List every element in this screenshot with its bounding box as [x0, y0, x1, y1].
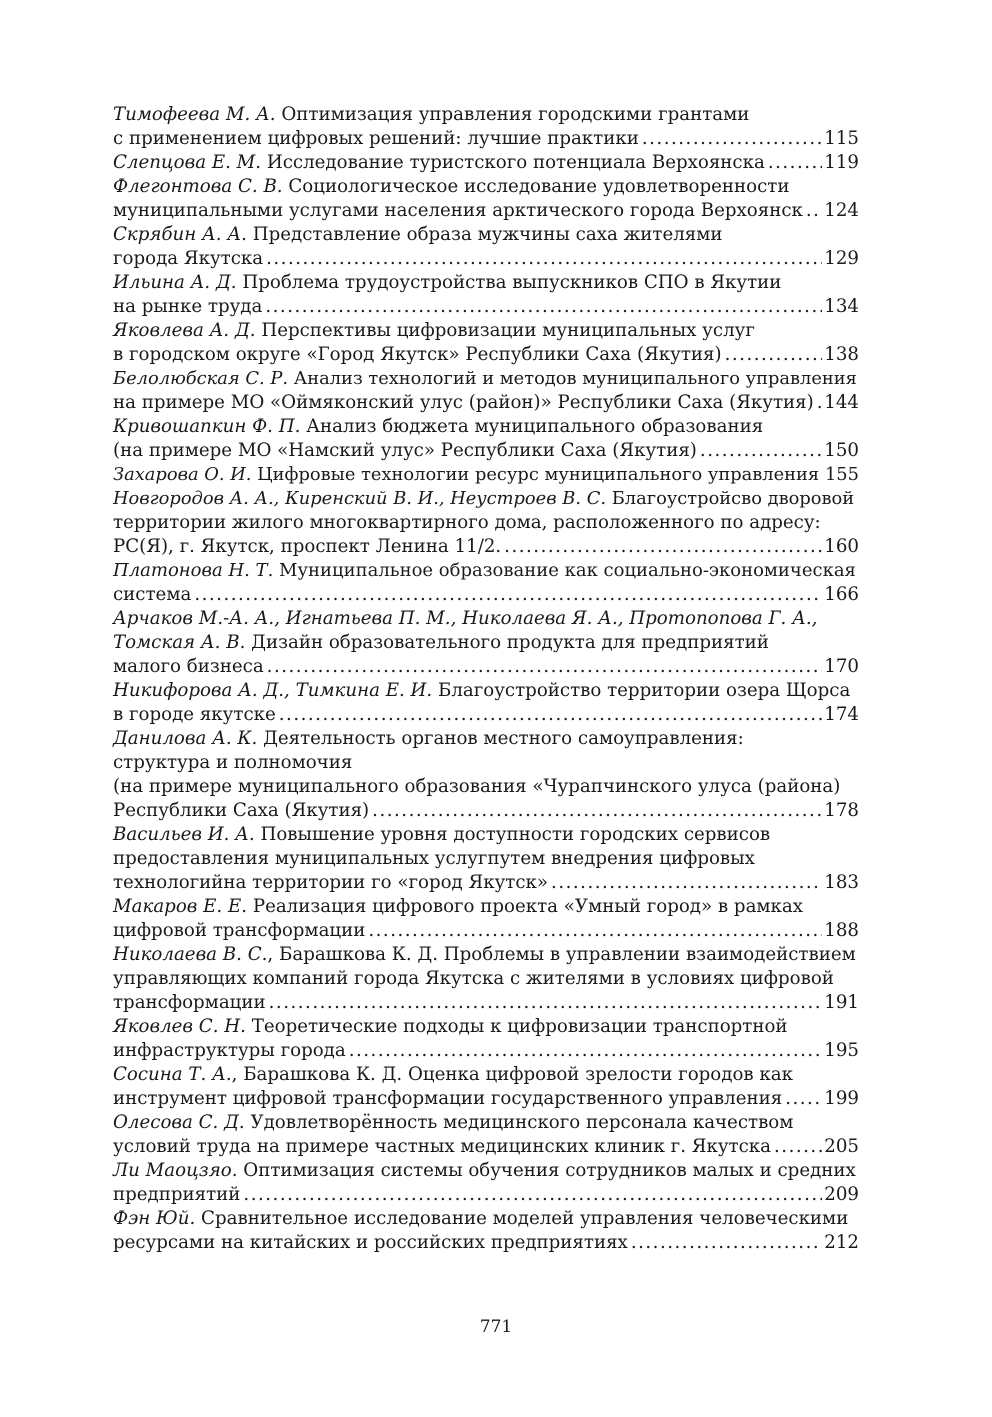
toc-entry-line: [113, 295, 859, 319]
toc-entry-line: [113, 1063, 859, 1087]
toc-entry-page: 199: [824, 1088, 859, 1109]
toc-entry-line: [113, 103, 859, 127]
toc-entry-line: [113, 415, 859, 439]
dot-leader: [504, 535, 822, 559]
dot-leader: [806, 199, 822, 223]
toc-entry-authors: Олесова С. Д.: [113, 1112, 245, 1133]
toc-entry-line: [113, 1111, 859, 1135]
toc-entry: [113, 1159, 859, 1207]
toc-entry-title: предприятий: [113, 1184, 241, 1205]
toc-entry-title: Оптимизация управления городскими грантами: [281, 104, 750, 125]
toc-entry-page: 155: [824, 464, 859, 485]
toc-entry: [113, 151, 859, 175]
toc-entry-page: 191: [824, 992, 859, 1013]
toc-entry-authors: Платонова Н. Т.: [113, 560, 274, 581]
toc-entry-page: 134: [824, 296, 859, 317]
toc-entry-line: [113, 223, 859, 247]
toc-entry-title: Исследование туристского потенциала Верхоянска: [266, 152, 765, 173]
dot-leader: [194, 583, 822, 607]
toc-entry-title: в городе якутске: [113, 704, 276, 725]
dot-leader: [822, 463, 823, 487]
toc-entry-title: (на примере муниципального образования «Чурапчинского улуса (района): [113, 776, 841, 797]
toc-entry-authors: Никифорова А. Д., Тимкина Е. И.: [113, 680, 433, 701]
toc-entry-authors: Скрябин А. А.: [113, 224, 247, 245]
toc-entry-title: условий труда на примере частных медицинских клиник г. Якутска: [113, 1136, 771, 1157]
toc-entry: [113, 895, 859, 943]
toc-entry-title: инструмент цифровой трансформации государственного управления: [113, 1088, 783, 1109]
toc-entry-coauthors: , Барашкова К. Д.: [267, 944, 438, 965]
toc-entry-line: [113, 727, 859, 751]
dot-leader: [349, 1039, 823, 1063]
toc-entry-title: Удовлетворённость медицинского персонала качеством: [250, 1112, 794, 1133]
toc-entry: [113, 607, 859, 679]
toc-entry-authors: Арчаков М.-А. А., Игнатьева П. М., Николаева Я. А., Протопопова Г. А.,: [113, 608, 818, 629]
toc-entry-page: 188: [824, 920, 859, 941]
toc-entry-title: Оптимизация системы обучения сотрудников малых и средних: [243, 1160, 856, 1181]
toc-entry-authors: Слепцова Е. М.: [113, 152, 262, 173]
toc-entry-authors: Тимофеева М. А.: [113, 104, 276, 125]
toc-entry-title: Проблемы в управлении взаимодействием: [443, 944, 856, 965]
toc-entry-title: Повышение уровня доступности городских сервисов: [260, 824, 771, 845]
toc-entry-line: [113, 703, 859, 727]
toc-entry: [113, 727, 859, 823]
toc-entry: [113, 679, 859, 727]
toc-entry-title: Муниципальное образование как социально-экономическая: [279, 560, 856, 581]
toc-entry-title: цифровой трансформации: [113, 920, 366, 941]
toc-entry-title: технологийна территории го «город Якутск»: [113, 872, 549, 893]
toc-entry-title: в городском округе «Город Якутск» Республики Саха (Якутия): [113, 344, 722, 365]
toc-entry-page: 170: [824, 656, 859, 677]
toc-entry-title: города Якутска: [113, 248, 264, 269]
toc-entry-title: Социологическое исследование удовлетворенности: [288, 176, 790, 197]
toc-entry: [113, 487, 859, 559]
toc-entry-authors: Флегонтова С. В.: [113, 176, 283, 197]
table-of-contents: [113, 103, 859, 1255]
toc-entry-line: [113, 607, 859, 631]
toc-entry-line: [113, 679, 859, 703]
toc-entry-page: 124: [824, 200, 859, 221]
dot-leader: [265, 295, 822, 319]
toc-entry-line: [113, 775, 859, 799]
dot-leader: [279, 703, 823, 727]
toc-entry-title: (на примере МО «Намский улус» Республики Саха (Якутия): [113, 440, 697, 461]
toc-entry-line: [113, 271, 859, 295]
toc-entry-page: 183: [824, 872, 859, 893]
toc-entry-line: [113, 847, 859, 871]
toc-entry-title: предоставления муниципальных услугпутем внедрения цифровых: [113, 848, 755, 869]
toc-entry-title: ресурсами на китайских и российских предприятиях: [113, 1232, 628, 1253]
toc-entry-page: 119: [824, 152, 859, 173]
toc-entry: [113, 175, 859, 223]
toc-entry: [113, 559, 859, 607]
toc-entry: [113, 415, 859, 463]
dot-leader: [700, 439, 822, 463]
toc-entry-authors: Фэн Юй.: [113, 1208, 196, 1229]
toc-entry-line: [113, 127, 859, 151]
toc-entry-authors: Томская А. В.: [113, 632, 246, 653]
toc-entry: [113, 1063, 859, 1111]
dot-leader: [642, 127, 822, 151]
dot-leader: [243, 1183, 822, 1207]
toc-entry-line: [113, 175, 859, 199]
toc-entry-page: 160: [824, 536, 859, 557]
dot-leader: [372, 799, 822, 823]
toc-entry-line: [113, 1183, 859, 1207]
toc-entry-title: с применением цифровых решений: лучшие практики: [113, 128, 639, 149]
toc-entry-page: 195: [824, 1040, 859, 1061]
toc-entry-line: [113, 247, 859, 271]
toc-entry-title: Сравнительное исследование моделей управления человеческими: [201, 1208, 849, 1229]
toc-entry-line: [113, 511, 859, 535]
toc-entry-title: муниципальными услугами населения арктического города Верхоянск: [113, 200, 803, 221]
toc-entry-line: [113, 199, 859, 223]
toc-entry-page: 166: [824, 584, 859, 605]
toc-entry-authors: Белолюбская С. Р.: [113, 368, 289, 389]
toc-entry-line: [113, 463, 859, 487]
toc-entry-title: Теоретические подходы к цифровизации транспортной: [251, 1016, 788, 1037]
dot-leader: [631, 1231, 822, 1255]
toc-entry-line: [113, 559, 859, 583]
toc-entry-page: 144: [824, 392, 859, 413]
toc-entry-title: Перспективы цифровизации муниципальных услуг: [261, 320, 755, 341]
toc-entry-line: [113, 655, 859, 679]
dot-leader: [551, 871, 822, 895]
dot-leader: [785, 1087, 822, 1111]
toc-entry-line: [113, 487, 859, 511]
toc-entry-page: 138: [824, 344, 859, 365]
dot-leader: [774, 1135, 822, 1159]
dot-leader: [269, 991, 823, 1015]
toc-entry-authors: Яковлев С. Н.: [113, 1016, 246, 1037]
toc-entry-title: РС(Я), г. Якутск, проспект Ленина 11/2.: [113, 536, 502, 557]
toc-entry-authors: Данилова А. К.: [113, 728, 258, 749]
toc-entry-authors: Новгородов А. А., Киренский В. И., Неустроев В. С.: [113, 488, 607, 509]
toc-entry-authors: Захарова О. И.: [113, 464, 252, 485]
toc-entry-line: [113, 967, 859, 991]
toc-entry-title: инфраструктуры города: [113, 1040, 346, 1061]
toc-entry-line: [113, 151, 859, 175]
toc-entry-page: 150: [824, 440, 859, 461]
toc-entry-line: [113, 751, 859, 775]
toc-entry-page: 174: [824, 704, 859, 725]
toc-entry-line: [113, 1015, 859, 1039]
dot-leader: [368, 919, 822, 943]
toc-entry-line: [113, 799, 859, 823]
toc-entry-line: [113, 535, 859, 559]
toc-entry-title: Дизайн образовательного продукта для предприятий: [251, 632, 769, 653]
toc-entry-line: [113, 319, 859, 343]
toc-entry-page: 178: [824, 800, 859, 821]
dot-leader: [768, 151, 822, 175]
toc-entry-authors: Ли Маоцзяо.: [113, 1160, 238, 1181]
toc-entry-page: 209: [824, 1184, 859, 1205]
toc-entry: [113, 103, 859, 151]
toc-entry-title: Анализ бюджета муниципального образования: [306, 416, 764, 437]
toc-entry-title: Анализ технологий и методов муниципального управления: [293, 368, 857, 389]
toc-entry-page: 129: [824, 248, 859, 269]
toc-entry-line: [113, 1135, 859, 1159]
toc-entry-title: управляющих компаний города Якутска с жителями в условиях цифровой: [113, 968, 834, 989]
toc-entry-line: [113, 391, 859, 415]
dot-leader: [266, 247, 822, 271]
toc-entry-line: [113, 1159, 859, 1183]
toc-entry-line: [113, 919, 859, 943]
toc-entry-title: на примере МО «Оймяконский улус (район)» Республики Саха (Якутия): [113, 392, 814, 413]
toc-entry-title: Реализация цифрового проекта «Умный город» в рамках: [252, 896, 804, 917]
toc-entry-title: на рынке труда: [113, 296, 263, 317]
toc-entry: [113, 1111, 859, 1159]
toc-entry-line: [113, 895, 859, 919]
toc-entry-line: [113, 1087, 859, 1111]
toc-entry-title: система: [113, 584, 192, 605]
toc-entry-title: Благоустройство территории озера Щорса: [437, 680, 851, 701]
toc-entry-authors: Сосина Т. А.: [113, 1064, 232, 1085]
toc-entry-line: [113, 1039, 859, 1063]
toc-entry-authors: Николаева В. С.: [113, 944, 268, 965]
toc-entry-line: [113, 823, 859, 847]
toc-entry: [113, 1015, 859, 1063]
toc-entry: [113, 367, 859, 415]
toc-entry-line: [113, 1207, 859, 1231]
toc-entry-line: [113, 343, 859, 367]
toc-entry-title: структура и полномочия: [113, 752, 353, 773]
toc-entry-title: Цифровые технологии ресурс муниципального управления: [257, 464, 820, 485]
toc-entry-authors: Кривошапкин Ф. П.: [113, 416, 301, 437]
toc-entry-title: Деятельность органов местного самоуправления:: [263, 728, 744, 749]
toc-entry: [113, 1207, 859, 1255]
toc-entry-title: Республики Саха (Якутия): [113, 800, 370, 821]
toc-entry: [113, 823, 859, 895]
toc-entry-title: территории жилого многоквартирного дома, расположенного по адресу:: [113, 512, 821, 533]
toc-entry-line: [113, 583, 859, 607]
toc-entry-line: [113, 439, 859, 463]
toc-entry-page: 212: [824, 1232, 859, 1253]
dot-leader: [817, 391, 823, 415]
toc-entry-line: [113, 631, 859, 655]
toc-entry-title: трансформации: [113, 992, 266, 1013]
dot-leader: [267, 655, 823, 679]
toc-entry: [113, 271, 859, 319]
toc-entry-page: 205: [824, 1136, 859, 1157]
toc-entry-title: Проблема трудоустройства выпускников СПО в Якутии: [242, 272, 782, 293]
toc-entry-line: [113, 943, 859, 967]
page-number: 771: [479, 1317, 513, 1337]
toc-entry: [113, 463, 859, 487]
toc-entry-authors: Яковлева А. Д.: [113, 320, 256, 341]
toc-entry-page: 115: [824, 128, 859, 149]
toc-entry-line: [113, 871, 859, 895]
toc-entry-title: Благоустройсво дворовой: [611, 488, 855, 509]
dot-leader: [725, 343, 823, 367]
toc-entry-line: [113, 991, 859, 1015]
toc-entry-authors: Васильев И. А.: [113, 824, 255, 845]
toc-entry: [113, 319, 859, 367]
toc-entry-authors: Ильина А. Д.: [113, 272, 237, 293]
toc-entry-title: Оценка цифровой зрелости городов как: [407, 1064, 794, 1085]
toc-entry-line: [113, 1231, 859, 1255]
toc-entry-authors: Макаров Е. Е.: [113, 896, 248, 917]
toc-entry: [113, 943, 859, 1015]
toc-entry: [113, 223, 859, 271]
toc-entry-coauthors: , Барашкова К. Д.: [231, 1064, 403, 1085]
toc-entry-title: малого бизнеса: [113, 656, 264, 677]
toc-entry-line: [113, 367, 859, 391]
toc-entry-title: Представление образа мужчины саха жителями: [252, 224, 723, 245]
